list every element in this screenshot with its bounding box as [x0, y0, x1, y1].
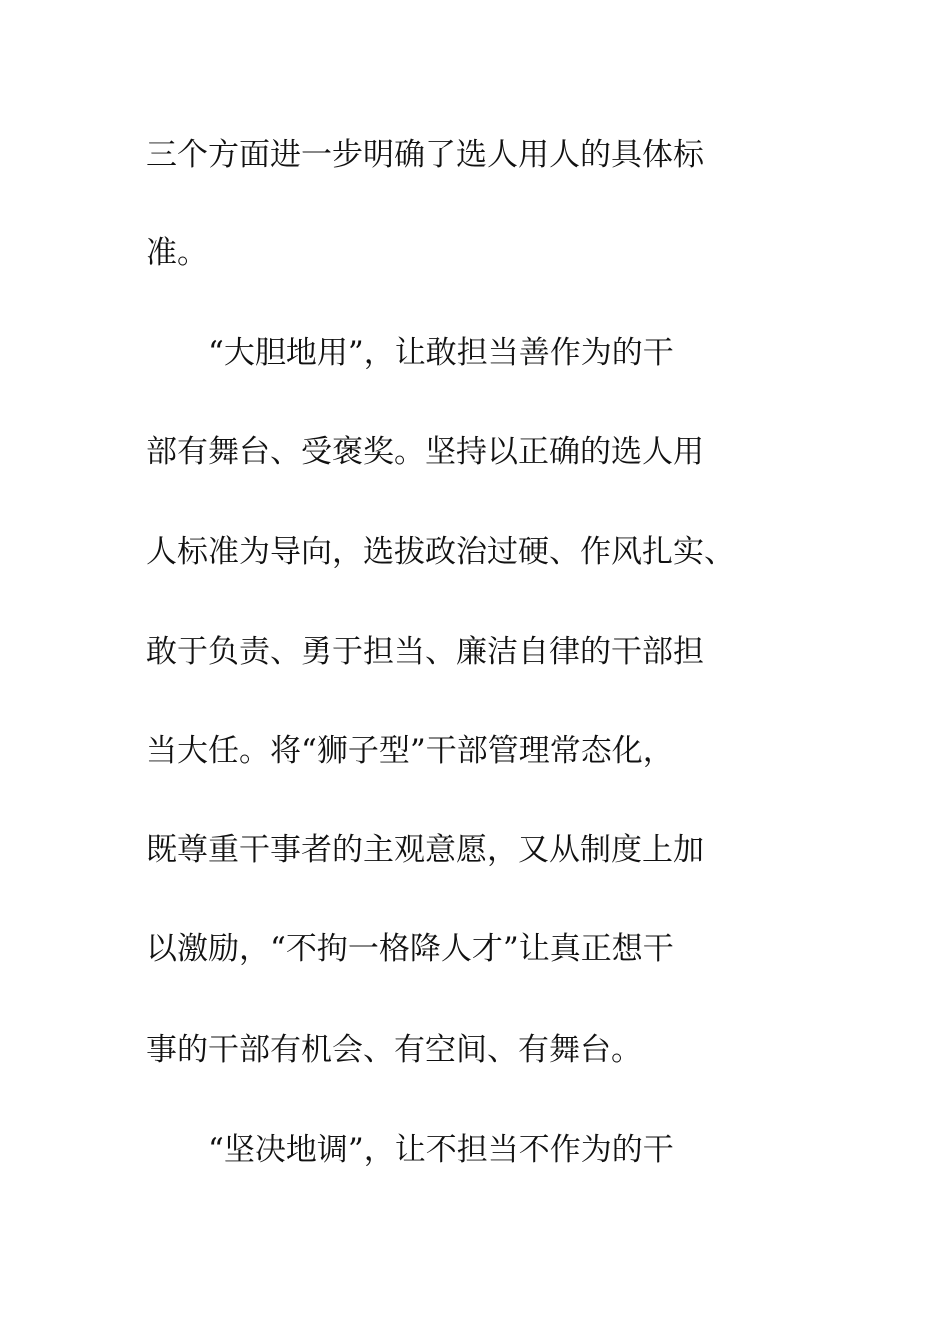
paragraph-first-line: “坚决地调”，让不担当不作为的干	[208, 1132, 674, 1168]
paragraph-first-line: “大胆地用”，让敢担当善作为的干	[208, 335, 674, 371]
text-line: 敢于负责、勇于担当、廉洁自律的干部担	[146, 634, 704, 670]
text-line: 部有舞台、受褒奖。坚持以正确的选人用	[146, 434, 704, 470]
text-line: 当大任。将“狮子型”干部管理常态化，	[146, 733, 674, 769]
text-line: 准。	[146, 235, 208, 271]
text-line: 既尊重干事者的主观意愿，又从制度上加	[146, 832, 704, 868]
text-line: 事的干部有机会、有空间、有舞台。	[146, 1032, 642, 1068]
text-line: 人标准为导向，选拔政治过硬、作风扎实、	[146, 534, 735, 570]
text-line: 三个方面进一步明确了选人用人的具体标	[146, 137, 704, 173]
text-line: 以激励，“不拘一格降人才”让真正想干	[146, 931, 674, 967]
